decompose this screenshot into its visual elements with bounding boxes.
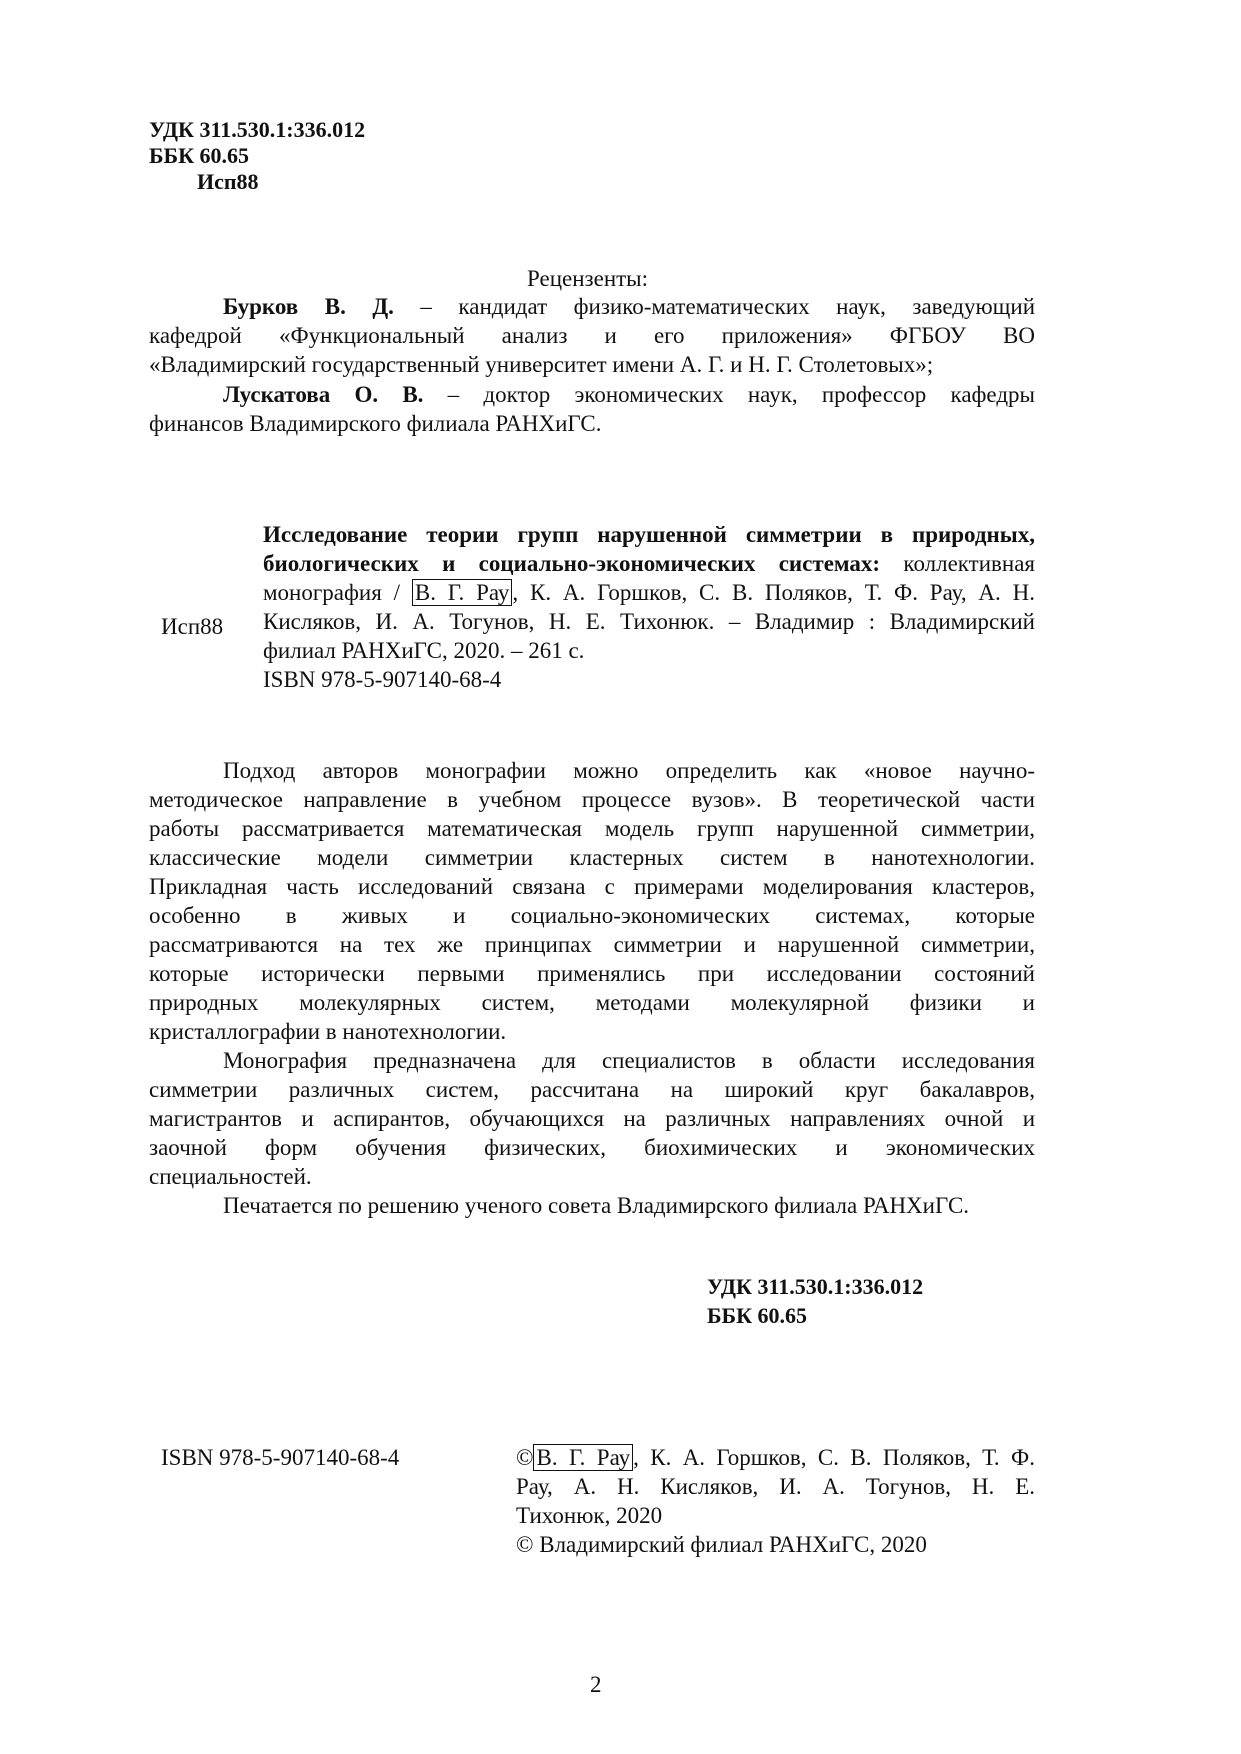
abstract-p1-line: Подход авторов монографии можно определить как «новое научно- [223, 758, 1035, 783]
bbk-code: ББК 60.65 [149, 143, 250, 168]
reviewer-1-line-1: Бурков В. Д. – кандидат физико-математических наук, заведующий [223, 294, 1036, 319]
abstract-p2-line: заочной форм обучения физических, биохимических и экономических [149, 1135, 1035, 1160]
abstract-p1-line: рассматриваются на тех же принципах симметрии и нарушенной симметрии, [149, 932, 1035, 957]
header-codes [149, 117, 365, 195]
abstract-p2-line: специальностей. [149, 1164, 312, 1189]
abstract-p1-line: природных молекулярных систем, методами молекулярной физики и [149, 990, 1035, 1015]
reviewer-2-line-2: финансов Владимирского филиала РАНХиГС. [149, 411, 602, 436]
reviewer-2-name: Лускатова О. В. [223, 382, 424, 407]
abstract-p1-line: классические модели симметрии кластерных систем в нанотехнологии. [149, 845, 1035, 870]
udk-code: УДК 311.530.1:336.012 [149, 117, 366, 142]
abstract-p1-line: работы рассматривается математическая модель групп нарушенной симметрии, [149, 816, 1035, 841]
catalog-code: Исп88 [161, 614, 224, 639]
abstract-p3: Печатается по решению ученого совета Владимирского филиала РАНХиГС. [223, 1193, 970, 1218]
reviewer-2-line-1: Лускатова О. В. – доктор экономических наук, профессор кафедры [223, 382, 1035, 407]
copyright-highlighted-author: В. Г. Рау [533, 1444, 633, 1471]
book-title-line-1: Исследование теории групп нарушенной симметрии в природных, [263, 522, 1035, 547]
footer-codes [707, 1272, 923, 1330]
copyright-line-1: © В. Г. Рау , К. А. Горшков, С. В. Поляков, Т. Ф. [516, 1445, 1035, 1470]
reviewer-1 [149, 292, 1035, 379]
abstract-p1-line: кристаллографии в нанотехнологии. [149, 1019, 507, 1044]
copyright-line-2: Рау, А. Н. Кисляков, И. А. Тогунов, Н. Е. [516, 1474, 1035, 1499]
publisher-line: Кисляков, И. А. Тогунов, Н. Е. Тихонюк. – Владимир : Владимирский [263, 609, 1035, 634]
reviewer-1-line-2: кафедрой «Функциональный анализ и его приложения» ФГБОУ ВО [149, 323, 1035, 348]
highlighted-author: В. Г. Рау [412, 579, 513, 606]
authors-line: монография / В. Г. Рау , К. А. Горшков, С. В. Поляков, Т. Ф. Рау, А. Н. [263, 580, 1035, 605]
footer-udk-code: УДК 311.530.1:336.012 [707, 1274, 924, 1299]
copyright-block [516, 1443, 1035, 1559]
copyright-line-4: © Владимирский филиал РАНХиГС, 2020 [516, 1532, 927, 1557]
reviewer-2 [149, 380, 1035, 438]
reviewers-heading: Рецензенты: [527, 266, 649, 291]
isbn: ISBN 978-5-907140-68-4 [161, 1445, 400, 1470]
footer-bbk-code: ББК 60.65 [707, 1303, 808, 1328]
reviewer-1-line-3: «Владимирский государственный университет имени А. Г. и Н. Г. Столетовых»; [149, 352, 934, 377]
abstract-p1-line: Прикладная часть исследований связана с примерами моделирования кластеров, [149, 874, 1035, 899]
publication-line: филиал РАНХиГС, 2020. – 261 с. [263, 638, 585, 663]
copyright-line-3: Тихонюк, 2020 [516, 1503, 663, 1528]
abstract-p1-line: которые исторически первыми применялись при исследовании состояний [149, 961, 1035, 986]
abstract [149, 756, 1035, 1220]
catalog-isbn: ISBN 978-5-907140-68-4 [263, 667, 502, 692]
author-mark: Исп88 [197, 169, 259, 194]
abstract-p2-line: Монография предназначена для специалистов в области исследования [223, 1048, 1035, 1073]
abstract-p2-line: симметрии различных систем, рассчитана на широкий круг бакалавров, [149, 1077, 1035, 1102]
book-title-line-2: биологических и социально-экономических системах: коллективная [263, 551, 1035, 576]
reviewer-1-name: Бурков В. Д. [223, 294, 394, 319]
bibliographic-record [263, 520, 1035, 694]
abstract-p1-line: особенно в живых и социально-экономических системах, которые [149, 903, 1035, 928]
abstract-p1-line: методическое направление в учебном процессе вузов». В теоретической части [149, 787, 1035, 812]
page-number: 2 [590, 1672, 602, 1697]
abstract-p2-line: магистрантов и аспирантов, обучающихся на различных направлениях очной и [149, 1106, 1035, 1131]
